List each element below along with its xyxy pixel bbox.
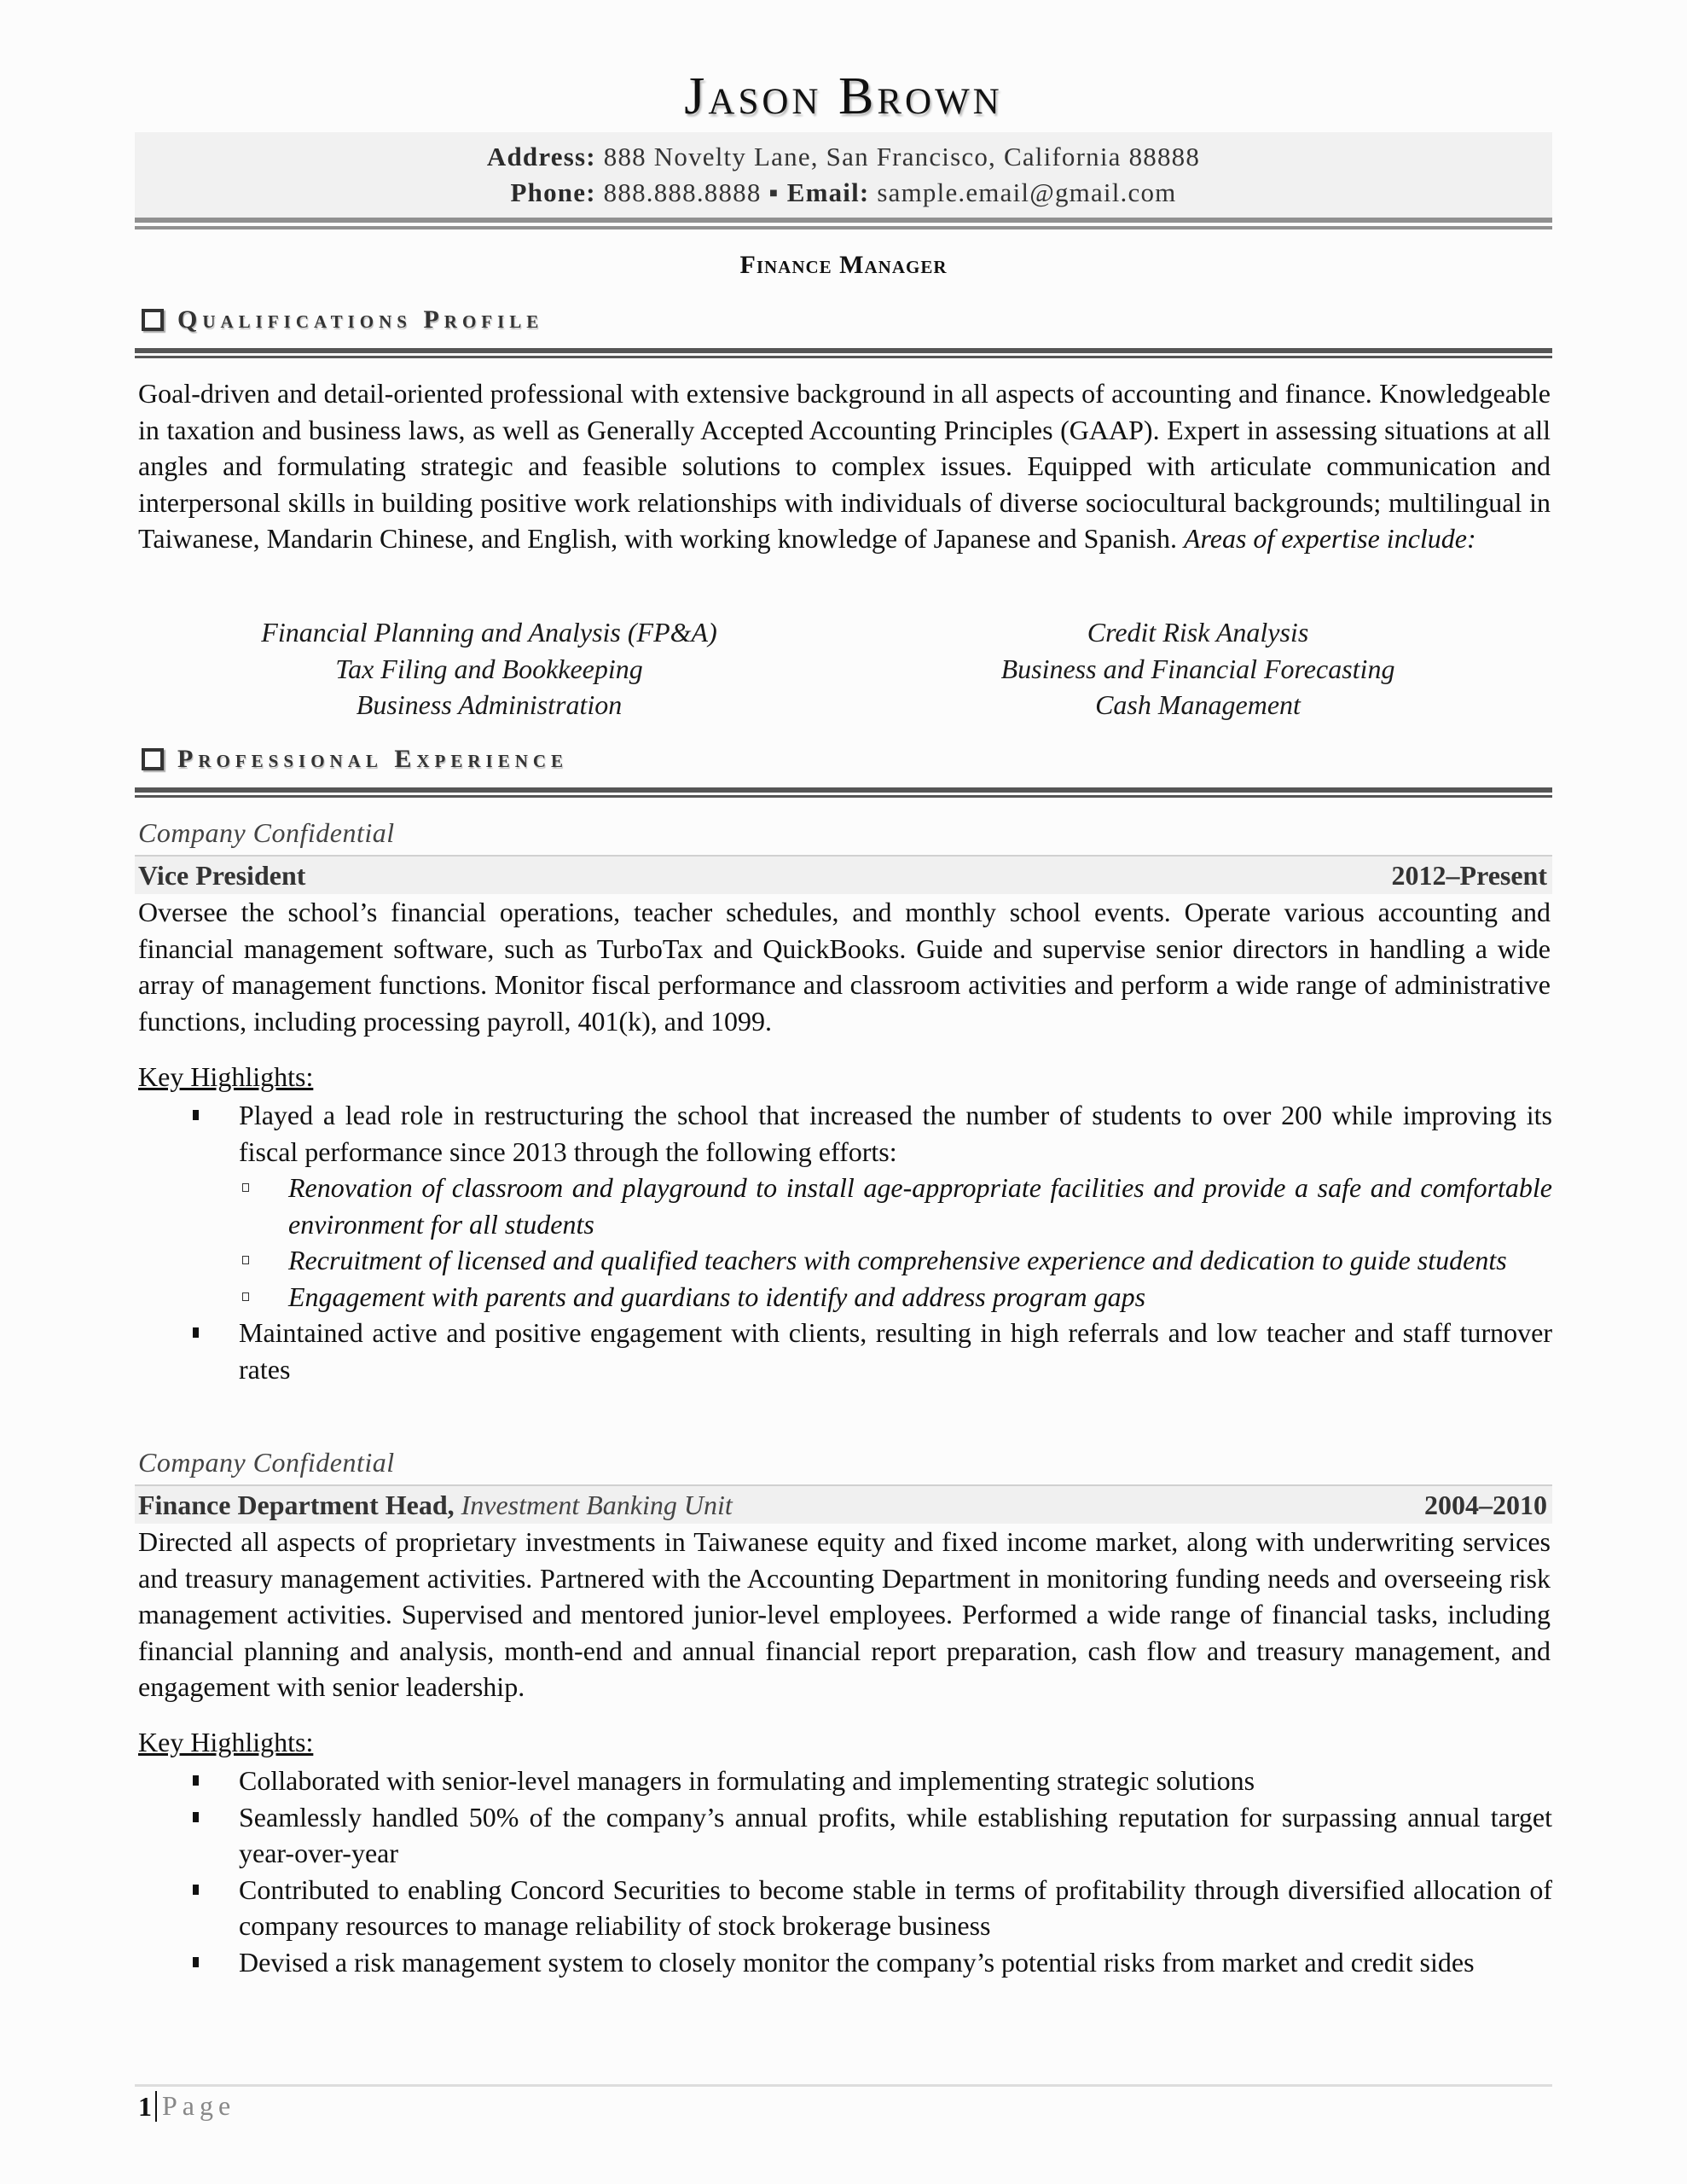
key-highlights-label: Key Highlights: [138, 1727, 314, 1757]
phone-value: 888.888.8888 [603, 177, 762, 207]
job-description: Directed all aspects of proprietary investments in Taiwanese equity and fixed income market, along with underwriting services and treasury management activities. Partnered with the Accounting Department in monitoring funding needs and overseeing risk management activities. Supervised and mentored junior-level employees. Performed a wide range of financial tasks, including financial planning and analysis, month-end and annual financial report preparation, cash flow and treasury management, and engagement with senior leadership. [138, 1526, 1551, 1702]
summary-text: Goal-driven and detail-oriented professional with extensive background in all aspects of accounting and finance. Knowledgeable in taxation and business laws, as well as Generally Accepted Accounting Principles (GAAP). Expert in assessing situations at all angles and formulating strategic and feasible solutions to complex issues. Equipped with articulate communication and interpersonal skills in building positive work relationships with individuals of diverse sociocultural backgrounds; multilingual in Taiwanese, Mandarin Chinese, and English, with working knowledge of Japanese and Spanish. [138, 378, 1551, 554]
qualifications-heading [142, 305, 543, 334]
phone-label: Phone: [510, 177, 596, 207]
role-bar [135, 1484, 1552, 1524]
expertise-intro: Areas of expertise include: [1183, 523, 1476, 554]
role-title-text: Vice President [138, 859, 306, 891]
expertise-item: Business Administration [356, 689, 623, 720]
contact-box [135, 132, 1552, 218]
page-label: Page [162, 2090, 236, 2121]
highlight-item: Collaborated with senior-level managers in formulating and implementing strategic solutions [135, 1763, 1552, 1799]
address-line [135, 139, 1552, 175]
expertise-column-right [844, 614, 1552, 723]
page-footer [138, 2090, 235, 2122]
expertise-item: Cash Management [1095, 689, 1301, 720]
header-divider-thick [135, 218, 1552, 223]
role-bar [135, 855, 1552, 894]
highlight-item: Devised a risk management system to closely monitor the company’s potential risks from market and credit sides [135, 1944, 1552, 1981]
section-divider-thick [135, 348, 1552, 353]
separator-bullet-icon: ▪ [768, 177, 780, 207]
highlights-list [135, 1763, 1552, 1980]
highlights-list [135, 1097, 1552, 1387]
phone-email-line [135, 175, 1552, 211]
qualifications-summary [138, 375, 1551, 557]
section-divider-thin [135, 795, 1552, 798]
page-number: 1 [138, 2091, 157, 2122]
role-subtitle: Investment Banking Unit [461, 1489, 733, 1520]
email-label: Email: [786, 177, 870, 207]
section-divider-thick [135, 787, 1552, 793]
highlight-item: Maintained active and positive engagement with clients, resulting in high referrals and low teacher and staff turnover rates [135, 1315, 1552, 1387]
expertise-item: Credit Risk Analysis [1087, 617, 1309, 648]
sub-highlight-item: Renovation of classroom and playground to install age-appropriate facilities and provide a safe and comfortable environment for all students [135, 1170, 1552, 1242]
highlight-item: Contributed to enabling Concord Securities to become stable in terms of profitability through diversified allocation of company resources to manage reliability of stock brokerage business [135, 1872, 1552, 1944]
email-value: sample.email@gmail.com [877, 177, 1177, 207]
company-name: Company Confidential [138, 817, 395, 848]
footer-divider [135, 2084, 1552, 2087]
company-name: Company Confidential [138, 1447, 395, 1478]
role-dates: 2004–2010 [1424, 1489, 1547, 1520]
expertise-item: Tax Filing and Bookkeeping [335, 653, 643, 684]
section-title: Professional Experience [177, 745, 569, 773]
expertise-column-left [135, 614, 844, 723]
address-label: Address: [486, 142, 596, 171]
role-title [135, 860, 305, 892]
highlight-item: Seamlessly handled 50% of the company’s annual profits, while establishing reputation for surpassing annual target year-over-year [135, 1799, 1552, 1872]
section-divider-thin [135, 356, 1552, 358]
highlight-item: Played a lead role in restructuring the school that increased the number of students to over 200 while improving its fiscal performance since 2013 through the following efforts: [135, 1097, 1552, 1170]
experience-heading [142, 745, 568, 774]
expertise-item: Financial Planning and Analysis (FP&A) [261, 617, 717, 648]
role-dates: 2012–Present [1391, 859, 1547, 891]
sub-highlight-item: Engagement with parents and guardians to identify and address program gaps [135, 1279, 1552, 1316]
target-job-title: Finance Manager [739, 251, 948, 279]
role-title [135, 1490, 733, 1521]
sub-highlight-item: Recruitment of licensed and qualified teachers with comprehensive experience and dedication to guide students [135, 1242, 1552, 1279]
key-highlights-label: Key Highlights: [138, 1061, 314, 1092]
section-title: Qualifications Profile [177, 305, 544, 334]
candidate-name: Jason Brown [684, 67, 1003, 125]
expertise-list [135, 614, 1552, 723]
address-value: 888 Novelty Lane, San Francisco, California 88888 [603, 142, 1201, 171]
checkbox-square-icon [142, 748, 164, 770]
expertise-item: Business and Financial Forecasting [1000, 653, 1395, 684]
role-title-text: Finance Department Head, [138, 1489, 455, 1520]
header-divider-thin [135, 226, 1552, 229]
checkbox-square-icon [142, 309, 164, 331]
job-description: Oversee the school’s financial operations, teacher schedules, and monthly school events. Operate various accounting and financial management software, such as TurboTax and QuickBooks. Guide and supervise senior directors in handling a wide array of management functions. Monitor fiscal performance and classroom activities and perform a wide range of administrative functions, including processing payroll, 401(k), and 1099. [138, 897, 1551, 1037]
